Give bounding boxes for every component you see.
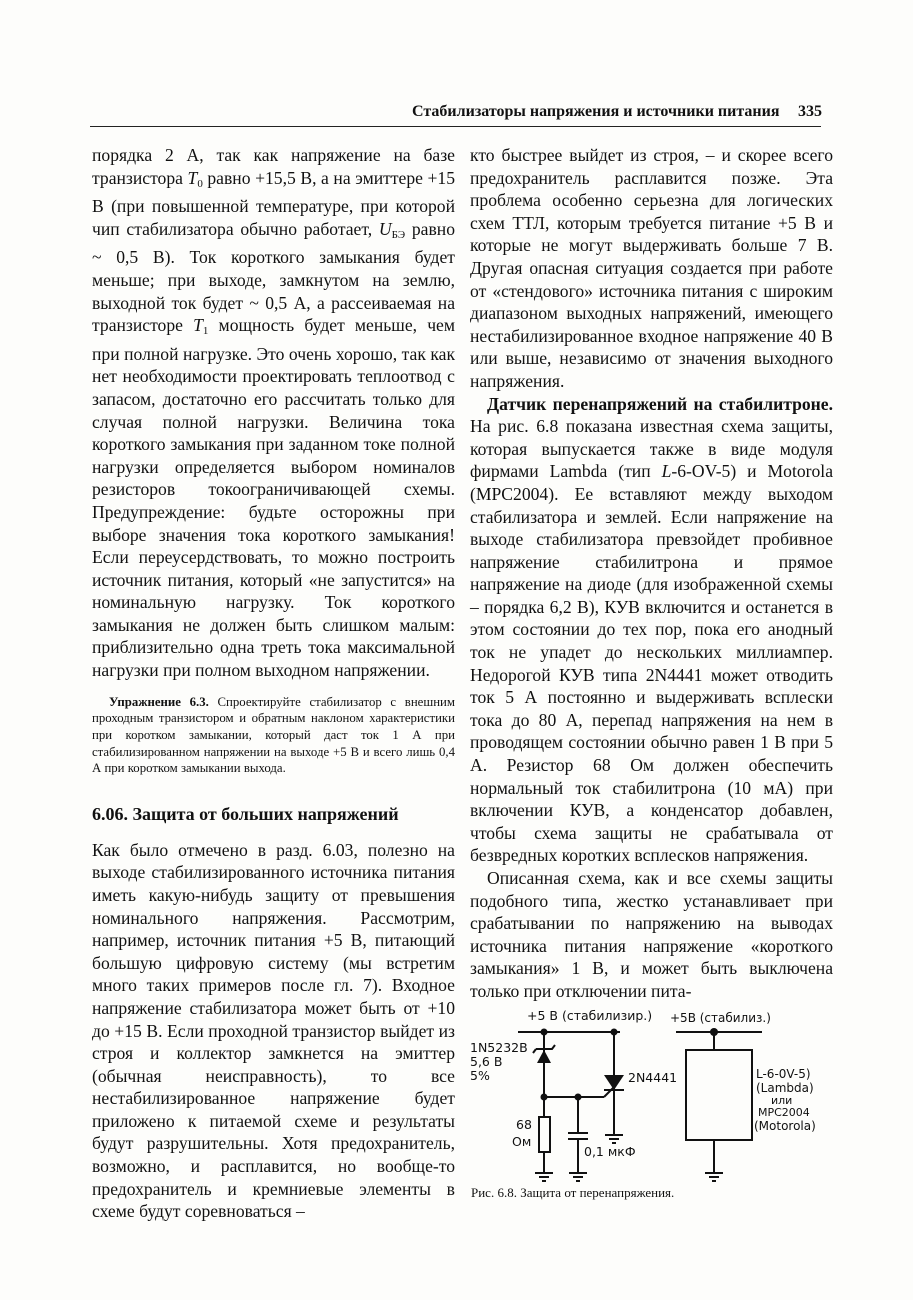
text: На рис. 6.8 показана известная схема защиты, которая выпускается также в виде модуля фирмами Lambda (тип xyxy=(470,416,833,482)
symbol-t1 xyxy=(193,315,209,338)
label-module-1: L-6-0V-5) xyxy=(756,1067,811,1081)
figure-caption: Рис. 6.8. Защита от перенапряжения. xyxy=(471,1185,675,1200)
exercise-label: Упражнение 6.3. xyxy=(109,694,209,709)
paragraph xyxy=(92,144,455,682)
right-column xyxy=(470,144,833,1003)
left-column xyxy=(92,144,455,1223)
symbol-t0 xyxy=(188,168,203,188)
paragraph: Как было отмечено в разд. 6.03, полезно на выходе стабилизированного источника питания иметь какую-нибудь защиту от превышения номинального напряжения. Рассмотрим, например, источник питания +5 В, питающий большую цифровую систему (мы встретим много таких примеров после гл. 7). Входное напряжение стабилизатора может быть от +10 до +15 В. Если проходной транзистор выйдет из строя и коллектор замкнется на эмиттер (обычная неисправность), то все нестабилизированное напряжение будет приложено к питаемой схеме и результаты будут разрушительны. Хотя предохранитель, возможно, и расплавится, но вообще-то предохранитель и кремниевые элементы в схеме будут соревноваться – xyxy=(92,839,455,1222)
symbol-ube xyxy=(379,219,405,239)
text: U xyxy=(378,218,392,239)
label-module-3: или xyxy=(771,1094,793,1107)
label-zener-voltage: 5,6 В xyxy=(470,1054,503,1069)
subscript: 1 xyxy=(202,325,209,338)
exercise-text: Спроектируйте стабилизатор с внешним проходным транзистором и обратным наклоном характеристики при коротком замыкании, который даст ток 1 А при стабилизированном напряжении на выходе +5 В и всего лишь 0,4 А при коротком замыкании выхода. xyxy=(92,694,455,776)
label-capacitor-value: 0,1 мкФ xyxy=(584,1144,636,1159)
label-rail-left: +5 В (стабилизир.) xyxy=(527,1008,653,1023)
label-scr-part: 2N4441 xyxy=(628,1070,678,1085)
paragraph: Описанная схема, как и все схемы защиты подобного типа, жестко устанавливает при срабатывании по напряжению на выводах источника питания напряжение «короткого замыкания» 1 В, и может быть выключена только при отключении пита- xyxy=(470,868,833,1001)
section-title: 6.06. Защита от больших напряжений xyxy=(92,804,399,825)
text: порядка 2 А, так как напряжение на базе транзистора xyxy=(92,145,455,188)
paragraph: кто быстрее выйдет из строя, – и скорее всего предохранитель расплавится позже. Эта проблема особенно серьезна для логических схем ТТЛ, которым требуется питание +5 В и которые не могут выдерживать больше 7 В. Другая опасная ситуация создается при работе от «стендового» источника питания с широким диапазоном выходных напряжений, имеющего нестабилизированное входное напряжение 40 В или выше, независимо от значения выходного напряжения. xyxy=(470,145,833,391)
text: T xyxy=(193,315,203,336)
text: L xyxy=(661,461,672,482)
subscript: БЭ xyxy=(391,228,406,241)
figure-6-8-circuit xyxy=(462,1005,832,1180)
label-resistor-value: 68 xyxy=(516,1117,532,1132)
text: мощность будет меньше, чем при полной нагрузке. Это очень хорошо, так как нет необходимости проектировать теплоотвод с запасом, достаточно его рассчитать только для случая полной нагрузки. Величина тока короткого замыкания при заданном токе полной нагрузки определяется выбором номиналов резисторов токоограничивающей схемы. Предупреждение: будьте осторожны при выборе значения тока короткого замыкания! Если переусердствовать, то можно построить источник питания, который «не запустится» на номинальную нагрузку. Ток короткого замыкания не должен быть слишком малым: приблизительно одна треть тока максимальной нагрузки при полном выходном напряжении. xyxy=(92,315,455,681)
text: равно +15,5 В, а на эмиттере +15 В (при повышенной температуре, при которой чип стабилизатора обычно работает, xyxy=(92,167,456,239)
label-module-5: (Motorola) xyxy=(754,1119,816,1133)
running-header xyxy=(412,103,822,123)
text: -6-OV-5) и Motorola (MPC2004). Ее вставляют между выходом стабилизатора и землей. Если напряжение на выходе стабилизатора превзойдет пробивное напряжение стабилитрона и прямое напряжение на диоде (для изображенной схемы – порядка 6,2 В), КУВ включится и останется в этом состоянии до тех пор, пока его анодный ток не упадет до нескольких миллиампер. Недорогой КУВ типа 2N4441 может отводить ток 5 А постоянно и выдерживать всплески тока до 80 А, перепад напряжения на нем в проводящем состоянии обычно равен 1 В при 5 А. Резистор 68 Ом должен обеспечить нормальный ток стабилитрона (10 мА) при включении КУВ, а конденсатор добавлен, чтобы схема защиты не срабатывала от безвредных коротких всплесков напряжения. xyxy=(470,461,834,866)
label-module-2: (Lambda) xyxy=(756,1081,814,1095)
label-module-4: MPC2004 xyxy=(758,1106,810,1119)
subscript: 0 xyxy=(197,177,203,190)
label-zener-part: 1N5232B xyxy=(470,1040,528,1055)
text: равно ~ 0,5 В). Ток короткого замыкания будет меньше; при выходе, замкнутом на землю, выходной ток будет ~ 0,5 А, а рассеиваемая на транзисторе xyxy=(92,218,455,336)
header-rule xyxy=(90,126,821,127)
running-title: Стабилизаторы напряжения и источники питания xyxy=(412,103,780,120)
paragraph xyxy=(470,393,833,867)
exercise-6-3 xyxy=(92,694,455,778)
runin-heading: Датчик перенапряжений на стабилитроне. xyxy=(487,393,833,414)
label-resistor-unit: Ом xyxy=(512,1134,532,1149)
label-rail-right: +5В (стабилиз.) xyxy=(670,1011,771,1025)
label-zener-tolerance: 5% xyxy=(470,1068,490,1083)
text: T xyxy=(187,167,198,188)
page-number: 335 xyxy=(798,103,822,120)
